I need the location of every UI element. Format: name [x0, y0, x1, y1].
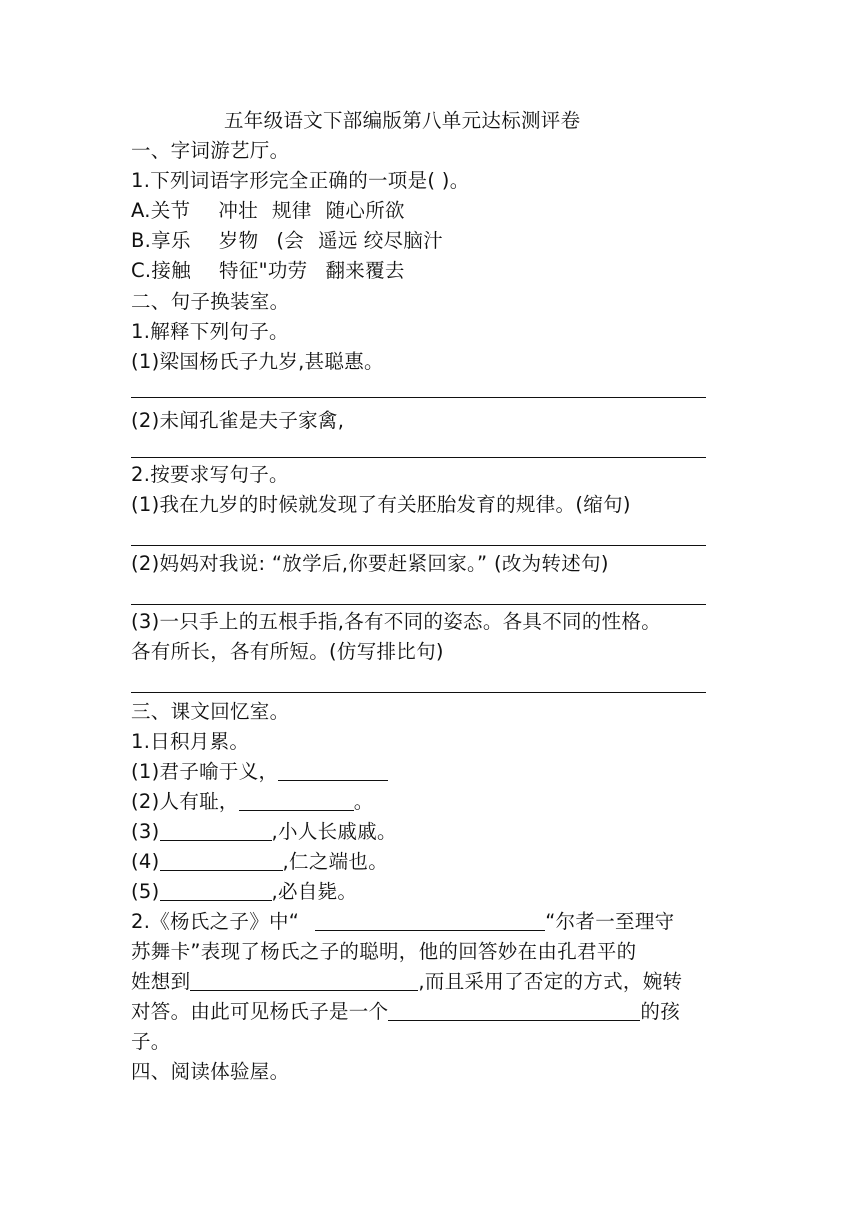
answer-line[interactable]: [131, 604, 706, 605]
question-2-2-3-cont: 各有所长，各有所短。(仿写排比句): [131, 640, 444, 663]
answer-line[interactable]: [131, 692, 706, 693]
option-c-word-3: 翻来覆去: [325, 259, 405, 282]
question-2-1-2: (2)未闻孔雀是夫子家禽,: [131, 409, 345, 432]
question-3-2-line-5: 子。: [131, 1030, 171, 1053]
question-3-1: 1.日积月累。: [131, 730, 250, 753]
recite-line-5-text: ,必自毙。: [271, 880, 358, 903]
question-3-2-line-1: 2.《杨氏之子》中“ “尔者一至理守: [131, 910, 675, 933]
fill-blank[interactable]: [388, 1001, 640, 1022]
answer-line[interactable]: [131, 397, 706, 398]
option-b-word-5: 绞尽脑汁: [363, 229, 443, 252]
recite-line-3: (3) ,小人长戚戚。: [131, 820, 397, 843]
recite-line-2: (2)人有耻， 。: [131, 790, 374, 813]
option-c-word-1: C.接触: [131, 259, 192, 282]
option-b-word-4: 遥远: [318, 229, 358, 252]
question-2-1: 1.解释下列句子。: [131, 320, 289, 343]
fill-blank[interactable]: [278, 761, 388, 782]
recite-line-4-text: ,仁之端也。: [282, 850, 389, 873]
recite-line-1: [131, 757, 388, 787]
option-a-word-3: 规律: [272, 199, 312, 222]
question-3-2-line-4: 对答。由此可见杨氏子是一个 的孩: [131, 1000, 681, 1023]
fill-blank[interactable]: [160, 821, 272, 842]
question-1-1: 1.下列词语字形完全正确的一项是( )。: [131, 169, 470, 192]
recite-line-5: (5) ,必自毙。: [131, 880, 358, 903]
question-3-2-line-2: 苏舞卡”表现了杨氏之子的聪明，他的回答妙在由孔君平的: [131, 940, 637, 963]
fill-blank[interactable]: [315, 911, 545, 932]
question-2-2-2: (2)妈妈对我说: “放学后,你要赶紧回家。” (改为转述句): [131, 552, 609, 575]
option-a-word-1: A.关节: [131, 199, 191, 222]
option-a: [131, 196, 405, 226]
question-2-2-3: (3)一只手上的五根手指,各有不同的姿态。各具不同的性格。: [131, 610, 662, 633]
fill-blank[interactable]: [160, 881, 272, 902]
question-2-1-1: (1)梁国杨氏子九岁,甚聪惠。: [131, 350, 384, 373]
question-3-2-line-3: 姓想到 ,而且采用了否定的方式，婉转: [131, 970, 683, 993]
option-b: [131, 226, 443, 256]
option-b-word-1: B.享乐: [131, 229, 191, 252]
question-2-2-1: (1)我在九岁的时候就发现了有关胚胎发育的规律。(缩句): [131, 493, 631, 516]
option-a-word-2: 冲壮: [218, 199, 259, 222]
fill-blank[interactable]: [190, 971, 418, 992]
section-3-heading: 三、课文回忆室。: [131, 700, 290, 723]
option-c: [131, 256, 405, 286]
recite-line-4: (4) ,仁之端也。: [131, 850, 389, 873]
page-title: 五年级语文下部编版第八单元达标测评卷: [224, 109, 581, 132]
answer-line[interactable]: [131, 545, 706, 546]
option-c-word-2: 特征"功劳: [219, 259, 308, 282]
option-a-word-4: 随心所欲: [325, 199, 405, 222]
recite-line-2-text: (2)人有耻，: [131, 790, 239, 813]
section-4-heading: 四、阅读体验屋。: [131, 1060, 290, 1083]
fill-blank[interactable]: [160, 851, 283, 872]
fill-blank[interactable]: [239, 791, 354, 812]
option-b-word-3: (会: [276, 229, 305, 252]
section-1-heading: 一、字词游艺厅。: [131, 139, 290, 162]
question-2-2: 2.按要求写句子。: [131, 463, 289, 486]
recite-line-3-text: ,小人长戚戚。: [271, 820, 397, 843]
option-b-word-2: 岁物: [218, 229, 259, 252]
answer-line[interactable]: [131, 457, 706, 458]
section-2-heading: 二、句子换装室。: [131, 290, 290, 313]
recite-line-1-text: (1)君子喻于义，: [131, 760, 279, 783]
